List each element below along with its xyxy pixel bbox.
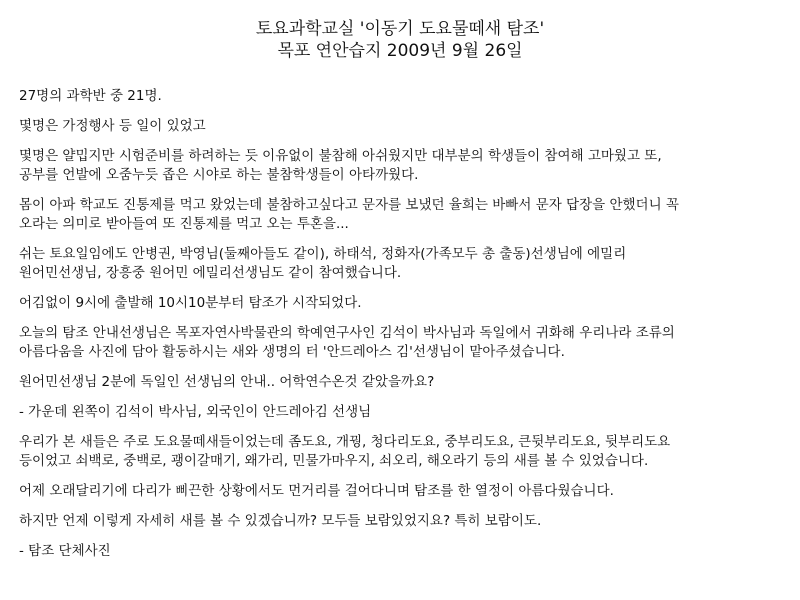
- paragraph-line: 등이었고 쇠백로, 중백로, 괭이갈매기, 왜가리, 민물가마우지, 쇠오리, 해오라기 등의 새를 볼 수 있었습니다.: [19, 453, 649, 469]
- paragraph-line: 어김없이 9시에 출발해 10시10분부터 탐조가 시작되었다.: [19, 295, 362, 311]
- paragraph: [19, 245, 789, 283]
- paragraph-line: 쉬는 토요일임에도 안병권, 박영님(둘째아들도 같이), 하태석, 정화자(가족모두 총 출동)선생님에 에밀리: [19, 246, 627, 262]
- document-body: [19, 87, 789, 572]
- paragraph-line: 우리가 본 새들은 주로 도요물떼새들이었는데 좀도요, 개꿩, 청다리도요, 중부리도요, 큰뒷부리도요, 뒷부리도요: [19, 434, 671, 450]
- paragraph-line: - 가운데 왼쪽이 김석이 박사님, 외국인이 안드레아김 선생님: [19, 404, 372, 420]
- paragraph: [19, 433, 789, 471]
- paragraph-line: 몇명은 얄밉지만 시험준비를 하려하는 듯 이유없이 불참해 아쉬웠지만 대부분의 학생들이 참여해 고마웠고 또,: [19, 148, 662, 164]
- paragraph: [19, 482, 789, 501]
- paragraph-line: 오늘의 탐조 안내선생님은 목포자연사박물관의 학예연구사인 김석이 박사님과 독일에서 귀화해 우리나라 조류의: [19, 325, 675, 341]
- paragraph: [19, 196, 789, 234]
- paragraph-line: - 탐조 단체사진: [19, 543, 111, 559]
- document-header: [0, 18, 800, 62]
- paragraph-line: 오라는 의미로 받아들여 또 진통제를 먹고 오는 투혼을...: [19, 216, 349, 232]
- paragraph-line: 27명의 과학반 중 21명.: [19, 88, 162, 104]
- paragraph-line: 공부를 언발에 오줌누듯 좁은 시야로 하는 불참학생들이 아타까웠다.: [19, 167, 419, 183]
- paragraph: [19, 117, 789, 136]
- document-title: 토요과학교실 '이동기 도요물떼새 탐조': [255, 19, 545, 39]
- photo-caption: [19, 403, 789, 422]
- paragraph: [19, 294, 789, 313]
- paragraph-line: 원어민선생님, 장흥중 원어민 에밀리선생님도 같이 참여했습니다.: [19, 265, 402, 281]
- paragraph: [19, 373, 789, 392]
- paragraph-line: 몸이 아파 학교도 진통제를 먹고 왔었는데 불참하고싶다고 문자를 보냈던 율희는 바빠서 문자 답장을 안했더니 꼭: [19, 197, 679, 213]
- paragraph: [19, 147, 789, 185]
- paragraph-line: 어제 오래달리기에 다리가 삐끈한 상황에서도 먼거리를 걸어다니며 탐조를 한 열정이 아름다웠습니다.: [19, 483, 614, 499]
- paragraph-line: 몇명은 가정행사 등 일이 있었고: [19, 118, 206, 134]
- paragraph: [19, 324, 789, 362]
- document-subtitle: 목포 연안습지 2009년 9월 26일: [277, 41, 523, 61]
- paragraph: [19, 87, 789, 106]
- photo-caption: [19, 542, 789, 561]
- paragraph-line: 하지만 언제 이렇게 자세히 새를 볼 수 있겠습니까? 모두들 보람있었지요? 특히 보람이도.: [19, 513, 542, 529]
- paragraph-line: 아름다움을 사진에 담아 활동하시는 새와 생명의 터 '안드레아스 김'선생님이 맡아주셨습니다.: [19, 344, 565, 360]
- paragraph-line: 원어민선생님 2분에 독일인 선생님의 안내.. 어학연수온것 같았을까요?: [19, 374, 435, 390]
- paragraph: [19, 512, 789, 531]
